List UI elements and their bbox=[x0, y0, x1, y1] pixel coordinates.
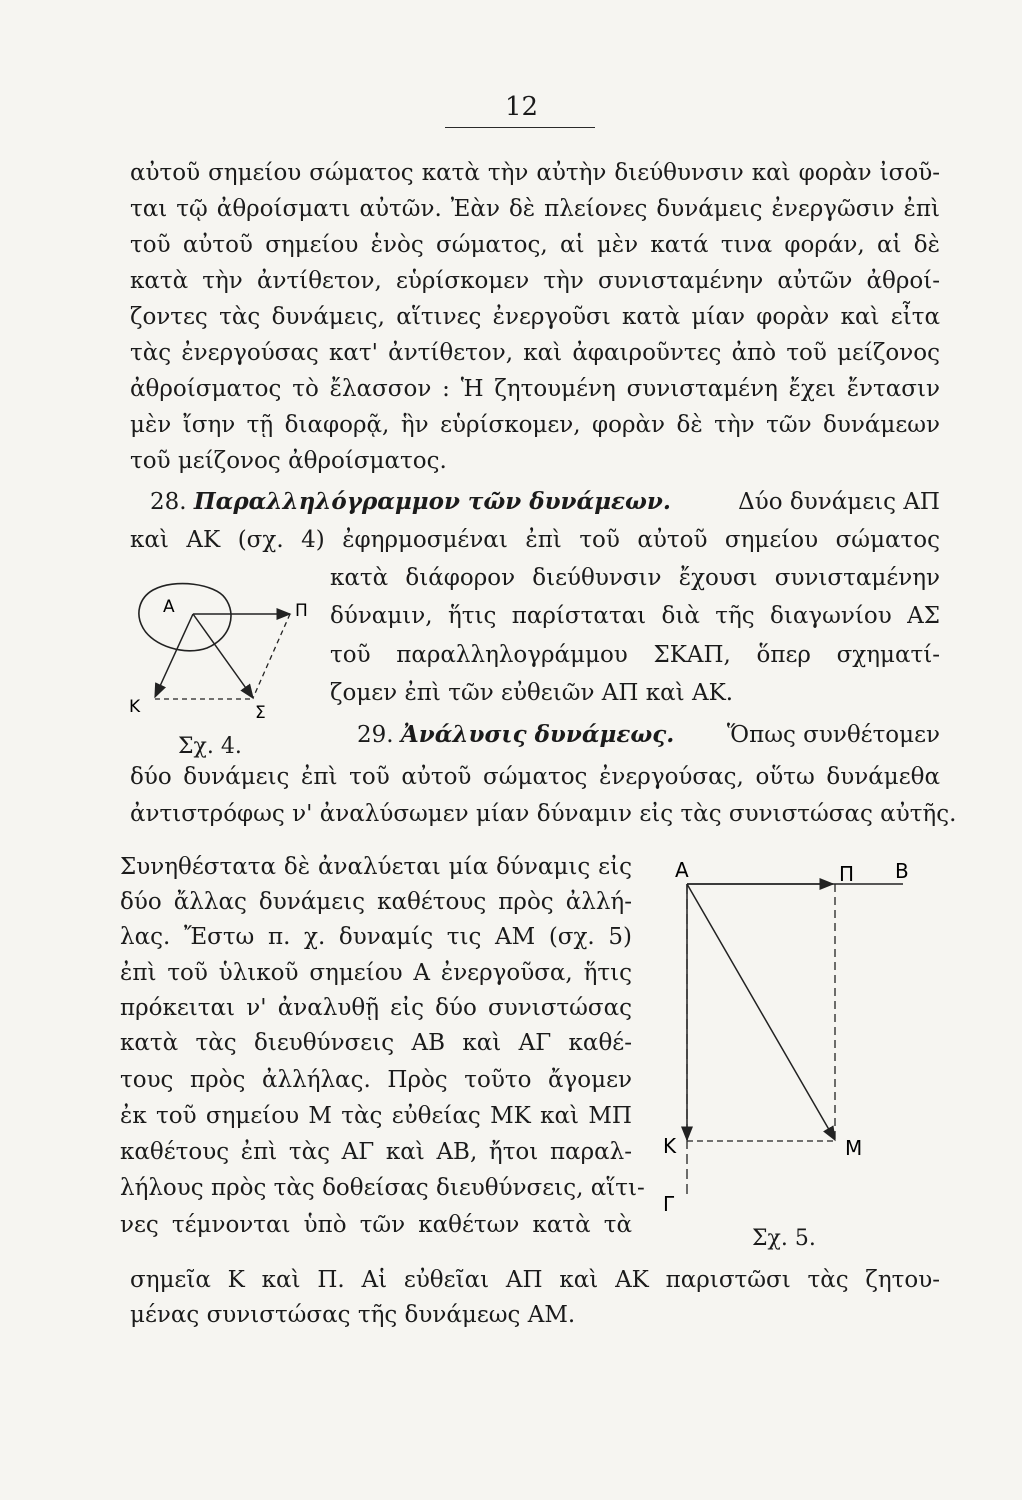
section-28-number: 28. bbox=[150, 489, 187, 515]
figure-4-caption: Σχ. 4. bbox=[178, 734, 242, 759]
label-P: Π bbox=[839, 862, 855, 886]
section-29-heading: Ἀνάλυσις δυνάμεως. bbox=[400, 721, 675, 748]
label-K: Κ bbox=[663, 1134, 677, 1158]
label-B: Β bbox=[895, 859, 909, 883]
text-line: τοῦ μείζονος ἀθροίσματος. bbox=[130, 448, 447, 474]
page-number-rule bbox=[445, 127, 595, 128]
text-line: δύο ἄλλας δυνάμεις καθέτους πρὸς ἀλλή- bbox=[120, 889, 632, 915]
section-29-number: 29. bbox=[357, 722, 394, 748]
text-line: τοῦ παραλληλογράμμου ΣΚΑΠ, ὅπερ σχηματί- bbox=[330, 642, 940, 668]
text-line: ται τῷ ἀθροίσματι αὐτῶν. Ἐὰν δὲ πλείονες δυνάμεις ἐνεργῶσιν ἐπὶ bbox=[130, 196, 940, 222]
label-S: Σ bbox=[255, 703, 266, 722]
label-K: Κ bbox=[129, 697, 141, 717]
text-line: τους πρὸς ἀλλήλας. Πρὸς τοῦτο ἄγομεν bbox=[120, 1067, 632, 1093]
text-line: νες τέμνονται ὑπὸ τῶν καθέτων κατὰ τὰ bbox=[120, 1212, 632, 1238]
text-line: ἀθροίσματος τὸ ἔλασσον : Ἡ ζητουμένη συνισταμένη ἔχει ἔντασιν bbox=[130, 376, 940, 402]
label-A: Α bbox=[675, 858, 689, 882]
text-line: δύο δυνάμεις ἐπὶ τοῦ αὐτοῦ σώματος ἐνεργούσας, οὕτω δυνάμεθα bbox=[130, 764, 940, 790]
section-28-text: Δύο δυνάμεις ΑΠ bbox=[738, 489, 940, 515]
text-line: σημεῖα Κ καὶ Π. Αἱ εὐθεῖαι ΑΠ καὶ ΑΚ παριστῶσι τὰς ζητου- bbox=[130, 1267, 940, 1293]
label-A: Α bbox=[163, 597, 175, 617]
figure-5 bbox=[655, 855, 935, 1220]
text-line: ζοντες τὰς δυνάμεις, αἵτινες ἐνεργοῦσι κατὰ μίαν φορὰν καὶ εἶτα bbox=[130, 304, 940, 330]
section-28-first-line bbox=[150, 487, 940, 517]
text-line: ἐπὶ τοῦ ὑλικοῦ σημείου Α ἐνεργοῦσα, ἥτις bbox=[120, 960, 632, 986]
page-number: 12 bbox=[505, 92, 539, 122]
figure-5-caption: Σχ. 5. bbox=[752, 1226, 816, 1251]
text-line: κατὰ τὰς διευθύνσεις ΑΒ καὶ ΑΓ καθέ- bbox=[120, 1030, 632, 1056]
label-G: Γ bbox=[663, 1192, 675, 1216]
resultant-AS-arrow bbox=[193, 614, 253, 698]
text-line: μὲν ἴσην τῇ διαφορᾷ, ἣν εὑρίσκομεν, φορὰν δὲ τὴν τῶν δυνάμεων bbox=[130, 412, 940, 438]
text-line: ζομεν ἐπὶ τῶν εὐθειῶν ΑΠ καὶ ΑΚ. bbox=[330, 680, 734, 706]
text-line: κατὰ τὴν ἀντίθετον, εὑρίσκομεν τὴν συνισταμένην αὐτῶν ἀθροί- bbox=[130, 268, 940, 294]
label-P: Π bbox=[295, 601, 308, 621]
force-AK-line bbox=[155, 614, 193, 697]
body-outline bbox=[139, 584, 231, 651]
text-line: λας. Ἔστω π. χ. δυναμίς τις ΑΜ (σχ. 5) bbox=[120, 924, 632, 950]
text-line: καὶ ΑΚ (σχ. 4) ἐφηρμοσμέναι ἐπὶ τοῦ αὐτοῦ σημείου σώματος bbox=[130, 527, 940, 553]
text-line: μένας συνιστώσας τῆς δυνάμεως ΑΜ. bbox=[130, 1302, 576, 1328]
section-29-text: Ὅπως συνθέτομεν bbox=[726, 722, 940, 748]
text-line: δύναμιν, ἥτις παρίσταται διὰ τῆς διαγωνίου ΑΣ bbox=[330, 603, 940, 629]
force-AM-arrow bbox=[687, 884, 835, 1140]
text-line: καθέτους ἐπὶ τὰς ΑΓ καὶ ΑΒ, ἤτοι παραλ- bbox=[120, 1139, 632, 1165]
text-line: πρόκειται ν' ἀναλυθῇ εἰς δύο συνιστώσας bbox=[120, 995, 632, 1021]
text-line: λήλους πρὸς τὰς δοθείσας διευθύνσεις, αἵτι- bbox=[120, 1175, 645, 1201]
label-M: Μ bbox=[845, 1136, 863, 1160]
section-29-first-line bbox=[357, 720, 940, 750]
text-line: τοῦ αὐτοῦ σημείου ἑνὸς σώματος, αἱ μὲν κατά τινα φοράν, αἱ δὲ bbox=[130, 232, 940, 258]
dashed-PS bbox=[253, 614, 290, 698]
text-line: κατὰ διάφορον διεύθυνσιν ἔχουσι συνισταμένην bbox=[330, 565, 940, 591]
text-line: ἐκ τοῦ σημείου Μ τὰς εὐθείας ΜΚ καὶ ΜΠ bbox=[120, 1103, 632, 1129]
text-line: αὐτοῦ σημείου σώματος κατὰ τὴν αὐτὴν διεύθυνσιν καὶ φορὰν ἰσοῦ- bbox=[130, 160, 940, 186]
figure-4 bbox=[115, 572, 315, 722]
text-line: Συνηθέστατα δὲ ἀναλύεται μία δύναμις εἰς bbox=[120, 854, 632, 880]
section-28-heading: Παραλληλόγραμμον τῶν δυνάμεων. bbox=[193, 488, 671, 515]
text-line: τὰς ἐνεργούσας κατ' ἀντίθετον, καὶ ἀφαιροῦντες ἀπὸ τοῦ μείζονος bbox=[130, 340, 940, 366]
text-line: ἀντιστρόφως ν' ἀναλύσωμεν μίαν δύναμιν εἰς τὰς συνιστώσας αὐτῆς. bbox=[130, 801, 957, 827]
